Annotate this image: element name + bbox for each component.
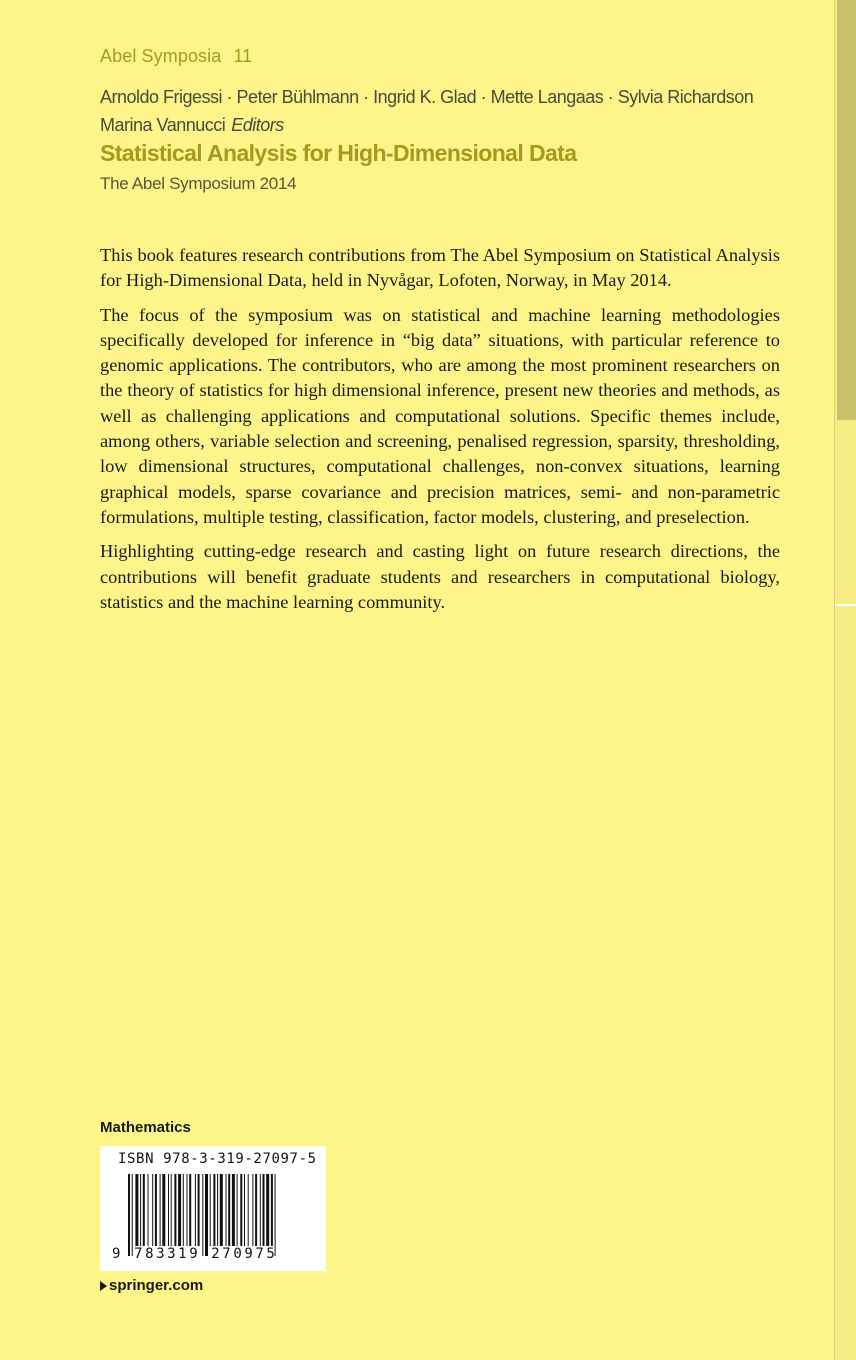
description-paragraph: The focus of the symposium was on statistical and machine learning methodologies specifically developed for inference in “big data” situations, with particular reference to genomic applications. The contributors, who are among the most prominent researchers on the theory of statistics for high dimensional inference, present new theories and methods, as well as challenging applications and computational solutions. Specific themes include, among others, variable selection and screening, penalised regression, sparsity, thresholding, low dimensional structures, computational challenges, non-convex situations, learning graphical models, sparse covariance and precision matrices, semi- and non-parametric formulations, multiple testing, classification, factor models, clustering, and preselection. [100, 304, 780, 527]
isbn-barcode [100, 1146, 326, 1271]
editors-line-2 [100, 111, 800, 139]
book-title: Statistical Analysis for High-Dimensional Data [100, 140, 577, 166]
series-name: Abel Symposia [100, 46, 222, 66]
spine-shade [837, 0, 856, 420]
publisher-link[interactable] [100, 1277, 203, 1294]
spine-mark [835, 604, 856, 606]
description-paragraph: Highlighting cutting-edge research and casting light on future research directions, the contributions will benefit graduate students and researchers in computational biology, statistics and the machine learning community. [100, 541, 780, 612]
series-number: 11 [233, 46, 253, 66]
description-paragraph: This book features research contributions from The Abel Symposium on Statistical Analysis for High-Dimensional Data, held in Nyvågar, Lofoten, Norway, in May 2014. [100, 245, 780, 291]
arrow-right-icon [100, 1281, 107, 1291]
isbn-text: ISBN 978-3-319-27097-5 [118, 1151, 317, 1167]
book-subtitle: The Abel Symposium 2014 [100, 174, 297, 193]
series-label [100, 46, 252, 67]
editors-role: Editors [231, 115, 284, 135]
editors-line-1: Arnoldo Frigessi · Peter Bühlmann · Ingrid K. Glad · Mette Langaas · Sylvia Richardson [100, 87, 754, 107]
publisher-link-text: springer.com [109, 1277, 204, 1294]
subject-label: Mathematics [100, 1119, 191, 1136]
editors-block [100, 83, 800, 139]
ean-digits: 9 783319 270975 [112, 1246, 278, 1262]
description [100, 243, 780, 624]
editor-name: Marina Vannucci [100, 115, 226, 135]
